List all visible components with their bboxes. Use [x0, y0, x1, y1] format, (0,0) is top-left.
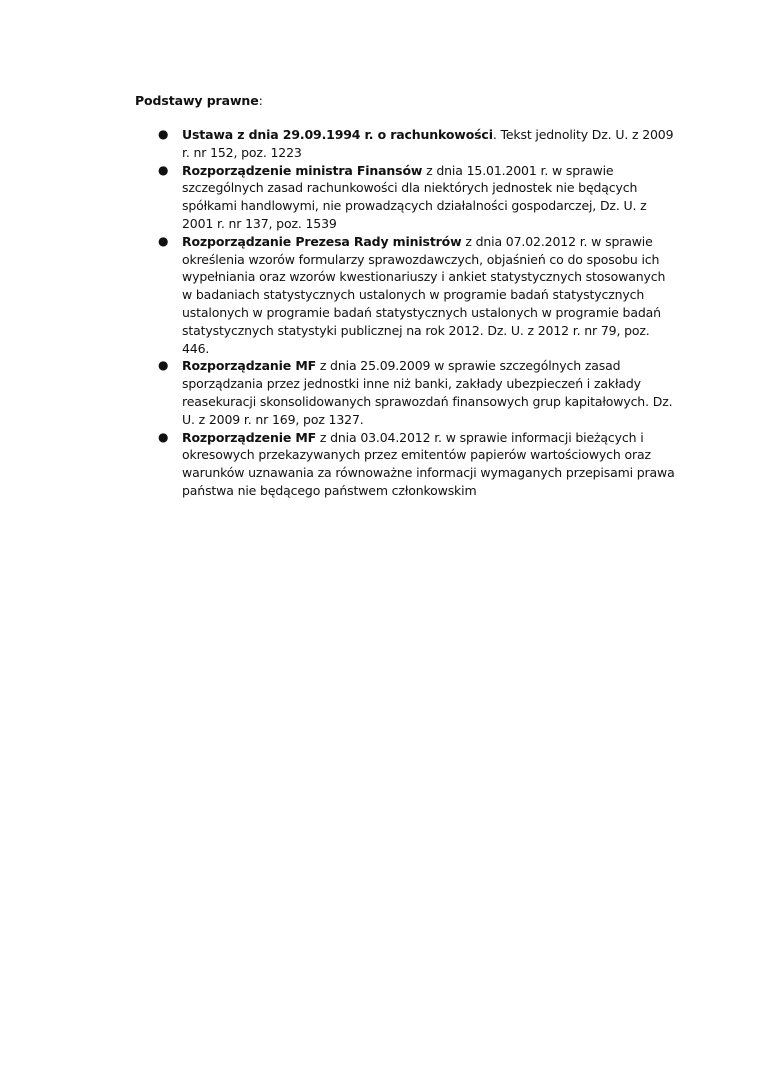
item-text: z dnia 15.01.2001 r. w sprawie szczególnych zasad rachunkowości dla niektórych jednostek nie będących spółkami handlowymi, nie prowadzących działalności gospodarczej, Dz. U. z 2001 r. nr 137, poz. 1539: [182, 162, 647, 231]
item-title: Rozporządzanie Prezesa Rady ministrów: [182, 233, 462, 249]
list-item: [158, 162, 678, 233]
heading-colon: :: [258, 93, 263, 108]
legal-basis-list: [158, 126, 678, 500]
section-heading: [135, 92, 263, 110]
bullet-icon: ●: [158, 429, 169, 444]
item-title: Ustawa z dnia 29.09.1994 r. o rachunkowości: [182, 127, 493, 142]
bullet-icon: ●: [158, 127, 169, 141]
item-text: z dnia 03.04.2012 r. w sprawie informacji bieżących i okresowych przekazywanych przez emitentów papierów wartościowych oraz warunków uznawania za równoważne informacji wymaganych przepisami prawa państwa nie będącego państwem członkowskim: [182, 429, 675, 498]
item-text: z dnia 25.09.2009 w sprawie szczególnych zasad sporządzania przez jednostki inne niż banki, zakłady ubezpieczeń i zakłady reasekuracji skonsolidowanych sprawozdań finansowych grup kapitałowych. Dz. U. z 2009 r. nr 169, poz 1327.: [182, 358, 673, 427]
list-item: [158, 429, 678, 500]
list-item: [158, 233, 678, 358]
list-item: [158, 357, 678, 428]
item-text: z dnia 07.02.2012 r. w sprawie określenia wzorów formularzy sprawozdawczych, objaśnień co do sposobu ich wypełniania oraz wzorów kwestionariuszy i ankiet statystycznych stosowanych w badaniach statystycznych ustalonych w programie badań statystycznych ustalonych w programie badań statystycznych ustalonych w programie badań statystycznych statystyki publicznej na rok 2012. Dz. U. z 2012 r. nr 79, poz. 446.: [182, 233, 666, 356]
bullet-icon: ●: [158, 162, 169, 177]
heading-text: Podstawy prawne: [135, 93, 259, 108]
item-title: Rozporządzanie MF: [182, 358, 316, 374]
item-title: Rozporządzenie ministra Finansów: [182, 162, 423, 178]
list-item: [158, 126, 678, 162]
bullet-icon: ●: [158, 233, 169, 248]
item-text: . Tekst jednolity Dz. U. z 2009 r. nr 152, poz. 1223: [182, 127, 674, 160]
bullet-icon: ●: [158, 358, 169, 373]
item-title: Rozporządzenie MF: [182, 429, 317, 445]
